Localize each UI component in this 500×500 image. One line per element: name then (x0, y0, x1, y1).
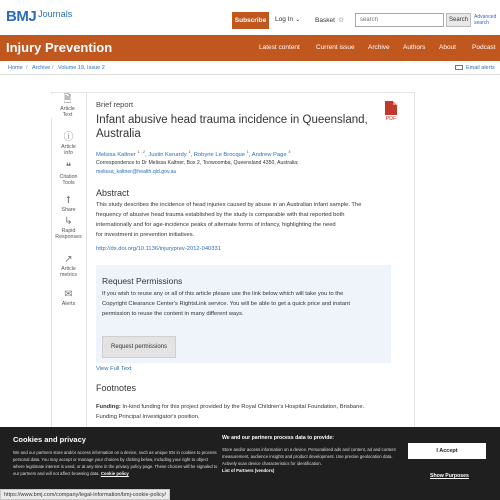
logo-subtext: Journals (38, 9, 73, 19)
search-button[interactable]: Search (446, 13, 471, 27)
subscribe-button[interactable]: Subscribe (232, 12, 269, 29)
sidenav-article-metrics[interactable] (51, 254, 86, 278)
sidenav-share[interactable] (51, 195, 86, 213)
author-affiliation: 1 , 2 (137, 149, 146, 154)
author-affiliation: 1 (246, 149, 249, 154)
abstract-line: This study describes the incidence of head injuries caused by abuse in an Australian infant sample. The (96, 202, 362, 208)
cookie-heading: Cookies and privacy (13, 435, 86, 444)
login-label: Log In (275, 16, 294, 23)
funding-text: In-kind funding for this project provided by the Royal Children's Hospital Foundation, Brisbane. (120, 404, 365, 410)
sidenav-label: Article (60, 106, 75, 112)
view-full-text-link[interactable]: View Full Text (96, 366, 132, 372)
cookie-body: We and our partners store and/or access information on a device, such as unique IDs in cookies to process personal data. You may accept or manage your choices by clicking below, including your right to object where legitimate interest is used, or at any time in the privacy policy page. These choices will be signaled to our partners and will not affect browsing data. (13, 450, 218, 476)
article-title (96, 113, 376, 141)
request-permissions-box (96, 265, 391, 363)
sidenav-article-text[interactable] (51, 94, 86, 118)
purposes-heading: We and our partners process data to provide: (222, 435, 335, 441)
breadcrumb (0, 61, 500, 75)
nav-latest-content[interactable]: Latest content (259, 44, 300, 51)
abstract-line: frequency of abusive head trauma established by the study is comparable with that reported both (96, 212, 345, 218)
request-permissions-button[interactable]: Request permissions (102, 336, 176, 358)
share-icon: ⭡ (66, 195, 71, 206)
sidenav-label: Alerts (61, 301, 76, 307)
cookie-text (13, 450, 218, 478)
breadcrumb-archive[interactable]: Archive (32, 65, 51, 71)
article-title-line: Infant abusive head trauma incidence in Queensland, (96, 114, 368, 126)
sidenav-label: Article (61, 144, 76, 150)
logo-text: BMJ (6, 8, 37, 25)
sidenav-label: Share (61, 207, 76, 213)
author-link[interactable]: Justin Kenardy (148, 151, 187, 158)
abstract-heading: Abstract (96, 188, 130, 198)
advanced-search-line1: Advanced (474, 14, 497, 20)
nav-about[interactable]: About (439, 44, 456, 51)
sidenav-citation-tools[interactable] (51, 162, 86, 186)
document-icon: 🗎 (63, 94, 72, 105)
article-title-line: Australia (96, 128, 141, 140)
permissions-text (102, 289, 382, 319)
permissions-line: permission to reuse the content in many different ways. (102, 311, 244, 317)
breadcrumb-issue[interactable]: Volume 19, Issue 2 (58, 65, 105, 71)
author-affiliation: 1 (188, 149, 191, 154)
vendors-link[interactable]: List of Partners (vendors) (222, 467, 275, 473)
sidenav-label: Tools (62, 180, 75, 186)
correspondence: Correspondence to Dr Melissa Kaltner, Box 2, Toowoomba, Queensland 4350, Australia; (96, 160, 299, 166)
funding-note (96, 402, 401, 422)
sidenav-alerts[interactable] (51, 289, 86, 307)
journal-title[interactable]: Injury Prevention (6, 40, 113, 55)
envelope-icon (455, 65, 463, 70)
article-sidenav (51, 92, 86, 322)
breadcrumb-separator: / (52, 65, 54, 71)
abstract-line: for investment in prevention initiatives. (96, 232, 195, 238)
sidenav-label: Text (62, 112, 73, 118)
nav-archive[interactable]: Archive (368, 44, 390, 51)
sidenav-article-info[interactable] (51, 132, 86, 156)
sidenav-label: Responses (55, 234, 82, 240)
site-header (0, 0, 500, 35)
sidenav-label: info (64, 150, 73, 156)
cookie-policy-link[interactable]: Cookie policy (100, 470, 129, 476)
quote-icon: ❝ (65, 162, 72, 173)
author-link[interactable]: Andrew Page (251, 151, 287, 158)
advanced-search-link[interactable] (474, 14, 496, 26)
show-purposes-link[interactable]: Show Purposes (430, 473, 469, 479)
author-link[interactable]: Robyne Le Brocque (193, 151, 245, 158)
basket-label: Basket (315, 17, 335, 24)
breadcrumb-home[interactable]: Home (8, 65, 23, 71)
basket-icon: ☆ (337, 17, 345, 24)
chart-icon: ↗ (64, 254, 73, 265)
basket-link[interactable] (315, 16, 344, 24)
status-bar-url: https://www.bmj.com/company/legal-information/bmj-cookie-policy/ (0, 489, 170, 500)
permissions-heading: Request Permissions (102, 276, 183, 286)
author-affiliation: 3 (288, 149, 291, 154)
login-menu[interactable] (275, 16, 300, 23)
doi-link[interactable]: http://dx.doi.org/10.1136/injuryprev-2012-040331 (96, 246, 221, 252)
funding-label: Funding: (96, 404, 121, 410)
abstract-line: internationally and for age-incidence peaks of alternate forms of infancy, highlighting the need (96, 222, 336, 228)
envelope-icon: ✉ (64, 289, 73, 300)
correspondence-email[interactable]: melissa_kaltner@health.qld.gov.au (96, 169, 177, 175)
cookie-info (13, 435, 218, 478)
pdf-download-link[interactable] (384, 101, 398, 122)
author-list: Melissa Kaltner $^{1 , 2}$, Justin Kenardy $^1$, Robyne Le Brocque $^1$, Andrew Page $^3$ (96, 149, 291, 158)
abstract-text (96, 200, 396, 240)
sidenav-rapid-responses[interactable] (51, 216, 86, 240)
advanced-search-line2: search (474, 20, 490, 26)
nav-authors[interactable]: Authors (403, 44, 426, 51)
sidenav-label: Rapid (61, 228, 76, 234)
author-link[interactable]: Melissa Kaltner (96, 151, 136, 158)
breadcrumb-separator: / (26, 65, 28, 71)
permissions-line: Copyright Clearance Center's RightsLink service. You will be able to get a quick price and instant (102, 301, 350, 307)
footnotes-heading: Footnotes (96, 383, 137, 393)
nav-podcast[interactable]: Podcast (472, 44, 496, 51)
sidenav-divider (86, 92, 87, 437)
search-input[interactable] (355, 13, 444, 27)
info-icon: ⓘ (63, 132, 74, 143)
article-type: Brief report (96, 100, 134, 109)
email-alerts-label: Email alerts (466, 65, 495, 71)
bmj-journals-logo[interactable] (6, 9, 72, 24)
reply-icon: ↳ (64, 216, 73, 227)
purposes-body: Store and/or access information on a device. Personalised ads and content, ad and content measurement, audience insights and product development. Use precise geolocation data. Actively scan device characteristics for identification. (222, 447, 396, 466)
permissions-line: If you wish to reuse any or all of this article please use the link below which will take you to the (102, 291, 344, 297)
purposes-text (222, 447, 396, 475)
sidenav-label: Article (61, 266, 76, 272)
sidenav-label: metrics (59, 272, 78, 278)
email-alerts-link[interactable] (455, 65, 495, 71)
sidenav-label: Citation (59, 174, 78, 180)
nav-current-issue[interactable]: Current issue (316, 44, 355, 51)
pdf-label: PDF (385, 116, 397, 122)
journal-bar (0, 35, 500, 61)
chevron-down-icon: ⌄ (295, 17, 301, 23)
accept-cookies-button[interactable]: I Accept (408, 443, 486, 459)
cookie-purposes (222, 435, 396, 475)
funding-text-line: Funding Principal Investigator's position. (96, 414, 200, 420)
pdf-icon (385, 101, 397, 115)
